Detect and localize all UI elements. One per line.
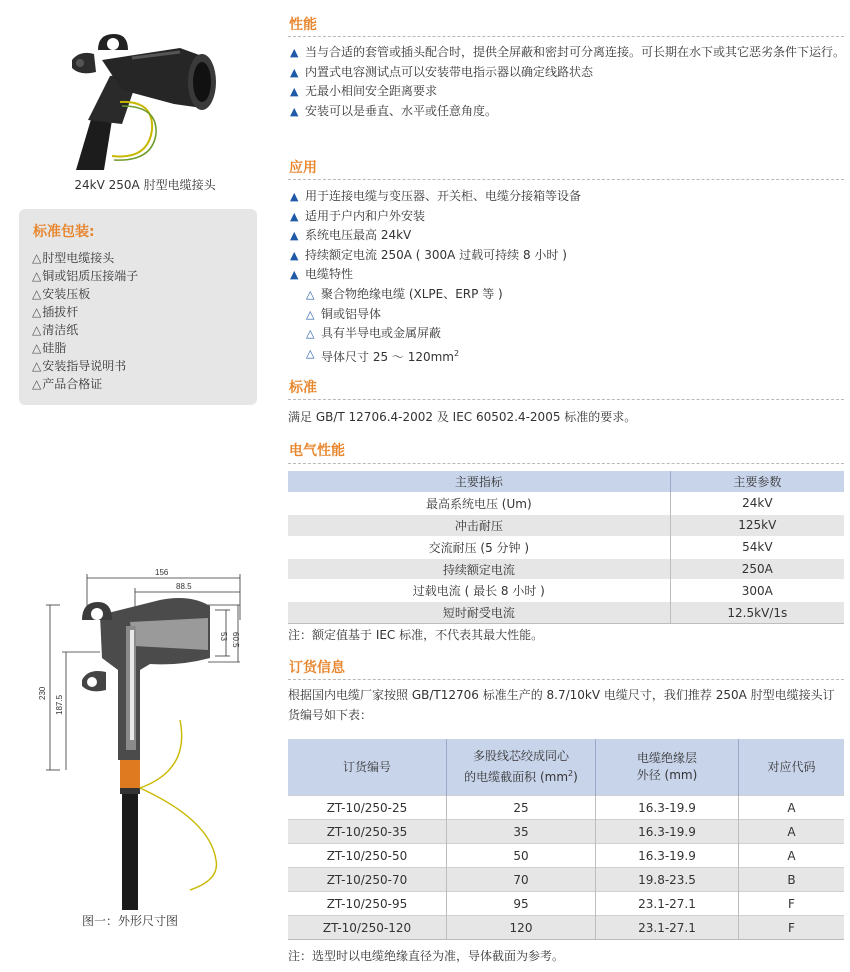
triangle-bullet-icon: ▲ xyxy=(290,209,299,223)
triangle-bullet-icon: ▲ xyxy=(290,248,299,262)
table-cell: 交流耐压 (5 分钟 ) xyxy=(288,536,670,558)
table-cell: 250A xyxy=(670,558,844,580)
table-cell: A xyxy=(739,844,845,868)
table-header-row xyxy=(288,471,844,492)
triangle-bullet-icon: ▲ xyxy=(290,85,299,99)
table-cell: 短时耐受电流 xyxy=(288,602,670,624)
table-cell: 35 xyxy=(447,820,596,844)
section-title-ordering: 订货信息 xyxy=(289,660,345,676)
triangle-bullet-icon: ▲ xyxy=(290,46,299,59)
package-title: 标准包装: xyxy=(33,224,95,240)
table-cell: 12.5kV/1s xyxy=(670,602,844,624)
table-header-row xyxy=(288,739,844,796)
dim-label: 187.5 xyxy=(55,694,64,715)
triangle-bullet-icon: ▲ xyxy=(290,104,299,118)
table-cell: 120 xyxy=(447,916,596,940)
triangle-bullet-icon: ▲ xyxy=(290,190,299,203)
electrical-note: 注：额定值基于 IEC 标准，不代表其最大性能。 xyxy=(288,628,544,642)
table-row xyxy=(288,492,844,514)
table-cell: 19.8-23.5 xyxy=(596,868,739,892)
table-cell: 23.1-27.1 xyxy=(596,892,739,916)
table-header: 多股线芯绞成同心 的电缆截面积 $(mm^2)$ xyxy=(447,739,596,796)
dim-label: 60.5 xyxy=(231,632,240,648)
table-cell: 冲击耐压 xyxy=(288,514,670,536)
section-divider xyxy=(288,679,844,680)
table-cell: ZT-10/250-120 xyxy=(288,916,447,940)
table-cell: ZT-10/250-25 xyxy=(288,796,447,820)
table-cell: 16.3-19.9 xyxy=(596,844,739,868)
table-cell: ZT-10/250-95 xyxy=(288,892,447,916)
table-row xyxy=(288,580,844,602)
ordering-intro: 根据国内电缆厂家按照 GB/T12706 标准生产的 8.7/10kV 电缆尺寸，我们推荐 250A 肘型电缆接头订货编号如下表： xyxy=(288,688,835,722)
package-item: △ 肘型电缆接头 xyxy=(32,249,138,267)
package-list xyxy=(32,249,138,393)
list-item: ▲ 内置式电容测试点可以安装带电指示器以确定线路状态 xyxy=(290,63,846,83)
table-cell: ZT-10/250-70 xyxy=(288,868,447,892)
application-list xyxy=(290,187,846,367)
package-item: △ 插拔杆 xyxy=(32,303,138,321)
electrical-spec-table xyxy=(288,471,844,624)
table-cell: 95 xyxy=(447,892,596,916)
list-item: ▲ 无最小相间安全距离要求 xyxy=(290,82,846,102)
package-box xyxy=(19,209,257,405)
table-cell: B xyxy=(739,868,845,892)
figure-caption: 图一：外形尺寸图 xyxy=(82,914,179,928)
dim-label: 156 xyxy=(155,568,169,577)
triangle-outline-icon: △ xyxy=(306,327,315,341)
table-row xyxy=(288,536,844,558)
triangle-bullet-icon: ▲ xyxy=(290,229,299,243)
table-cell: 54kV xyxy=(670,536,844,558)
sub-list-item: △ 聚合物绝缘电缆 (XLPE、ERP 等 ) xyxy=(290,285,846,305)
package-item: △ 清洁纸 xyxy=(32,321,138,339)
performance-list xyxy=(290,43,846,121)
triangle-outline-icon: △ xyxy=(306,307,315,321)
table-row xyxy=(288,820,844,844)
section-divider xyxy=(288,399,844,400)
section-divider xyxy=(288,463,844,464)
sub-list-item: △ 铜或铝导体 xyxy=(290,305,846,325)
package-item: △ 硅脂 xyxy=(32,339,138,357)
table-cell: ZT-10/250-50 xyxy=(288,844,447,868)
list-item: ▲ 安装可以是垂直、水平或任意角度。 xyxy=(290,102,846,122)
table-cell: F xyxy=(739,916,845,940)
table-row xyxy=(288,868,844,892)
table-cell: A xyxy=(739,796,845,820)
dim-label: 53 xyxy=(219,632,228,641)
package-item: △ 安装压板 xyxy=(32,285,138,303)
table-row xyxy=(288,892,844,916)
ordering-note: 注：选型时以电缆绝缘直径为准，导体截面为参考。 xyxy=(288,949,565,963)
standard-text: 满足 GB/T 12706.4-2002 及 IEC 60502.4-2005 标准的要求。 xyxy=(288,410,637,424)
table-cell: 50 xyxy=(447,844,596,868)
package-item: △ 产品合格证 xyxy=(32,375,138,393)
list-item: ▲ 持续额定电流 250A ( 300A 过载可持续 8 小时 ) xyxy=(290,246,846,266)
triangle-bullet-icon: ▲ xyxy=(290,268,299,282)
table-cell: ZT-10/250-35 xyxy=(288,820,447,844)
sub-list-item: △ 具有半导电或金属屏蔽 xyxy=(290,324,846,344)
table-header: 对应代码 xyxy=(739,739,845,796)
list-item: ▲ 用于连接电缆与变压器、开关柜、电缆分接箱等设备 xyxy=(290,187,846,207)
list-item: ▲ 当与合适的套管或插头配合时，提供全屏蔽和密封可分离连接。可长期在水下或其它恶劣条件下运行。 xyxy=(290,43,846,63)
dim-label: 88.5 xyxy=(176,582,192,591)
table-cell: 16.3-19.9 xyxy=(596,820,739,844)
table-cell: 23.1-27.1 xyxy=(596,916,739,940)
package-item: △ 安装指导说明书 xyxy=(32,357,138,375)
ordering-table xyxy=(288,739,844,940)
section-title-performance: 性能 xyxy=(289,17,317,33)
table-cell: 24kV xyxy=(670,492,844,514)
table-row xyxy=(288,844,844,868)
list-item: ▲ 适用于户内和户外安装 xyxy=(290,207,846,227)
dim-label: 230 xyxy=(38,686,47,700)
table-header: 主要参数 xyxy=(670,471,844,492)
table-cell: F xyxy=(739,892,845,916)
table-cell: 125kV xyxy=(670,514,844,536)
triangle-outline-icon: △ xyxy=(306,287,315,301)
table-header: 订货编号 xyxy=(288,739,447,796)
table-cell: A xyxy=(739,820,845,844)
sub-list-item: △ 导体尺寸 25 ～ $120mm^2$ xyxy=(290,344,846,368)
triangle-outline-icon: △ xyxy=(306,346,315,360)
table-row xyxy=(288,558,844,580)
table-cell: 16.3-19.9 xyxy=(596,796,739,820)
table-row xyxy=(288,916,844,940)
product-photo xyxy=(62,20,222,170)
section-title-electrical: 电气性能 xyxy=(289,443,345,459)
package-item: △ 铜或铝质压接端子 xyxy=(32,267,138,285)
list-item: ▲ 系统电压最高 24kV xyxy=(290,226,846,246)
section-title-standard: 标准 xyxy=(289,380,317,396)
table-cell: 70 xyxy=(447,868,596,892)
table-row xyxy=(288,514,844,536)
table-cell: 持续额定电流 xyxy=(288,558,670,580)
table-cell: 300A xyxy=(670,580,844,602)
product-caption: 24kV 250A 肘型电缆接头 xyxy=(74,178,216,192)
section-title-application: 应用 xyxy=(289,160,317,176)
section-divider xyxy=(288,36,844,37)
table-row xyxy=(288,796,844,820)
section-divider xyxy=(288,179,844,180)
table-cell: 25 xyxy=(447,796,596,820)
dimension-drawing xyxy=(40,560,260,910)
table-cell: 过载电流 ( 最长 8 小时 ) xyxy=(288,580,670,602)
triangle-bullet-icon: ▲ xyxy=(290,65,299,79)
table-header: 电缆绝缘层 外径 (mm) xyxy=(596,739,739,796)
table-cell: 最高系统电压 (Um) xyxy=(288,492,670,514)
table-row xyxy=(288,602,844,624)
list-item: ▲ 电缆特性 xyxy=(290,265,846,285)
table-header: 主要指标 xyxy=(288,471,670,492)
